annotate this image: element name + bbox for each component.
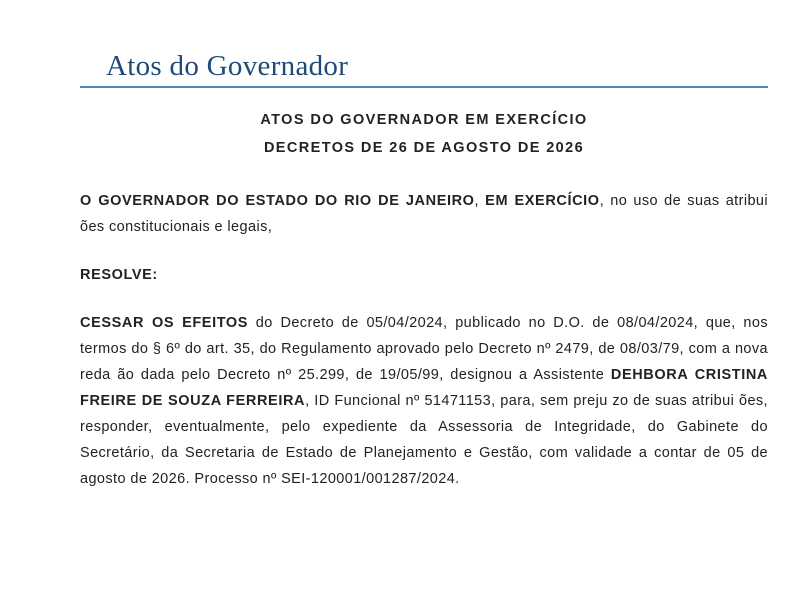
intro-governor: O GOVERNADOR DO ESTADO DO RIO DE JANEIRO xyxy=(80,193,475,209)
intro-rest: , no uso de suas atribui ões constitucionais e legais, xyxy=(80,193,769,235)
intro-separator: , xyxy=(474,193,486,209)
heading-acts: ATOS DO GOVERNADOR EM EXERCÍCIO xyxy=(260,112,588,128)
heading-decrees-date: DECRETOS DE 26 DE AGOSTO DE 2026 xyxy=(263,140,585,156)
resolve-label: RESOLVE: xyxy=(80,267,158,283)
intro-in-exercise: EM EXERCÍCIO xyxy=(485,193,600,209)
decree-text-part1: do Decreto de 05/04/2024, publicado no D.O. de 08/04/2024, que, nos termos do § 6º do art. 35, do Regulamento aprovado pelo Decreto nº 2479, de 08/03/79, com a nova reda ão dada pelo Decreto nº 25.299, de 19/05/99, designou a Assistente xyxy=(80,315,768,383)
decree-body xyxy=(80,310,768,492)
title-divider xyxy=(80,86,768,88)
decree-person-name: DEHBORA CRISTINA FREIRE DE SOUZA FERREIRA xyxy=(80,367,768,409)
intro-paragraph xyxy=(80,188,768,240)
document-page xyxy=(80,48,768,492)
decree-text-part2: , ID Funcional nº 51471153, para, sem preju zo de suas atribui ões, responder, eventualmente, pelo expediente da Assessoria de Integridade, do Gabinete do Secretário, da Secretaria de Estado de Planejamento e Gestão, com validade a contar de 05 de agosto de 2026. Processo nº SEI-120001/001287/2024. xyxy=(80,393,768,487)
decree-lead: CESSAR OS EFEITOS xyxy=(80,315,249,331)
section-title: Atos do Governador xyxy=(106,50,349,82)
